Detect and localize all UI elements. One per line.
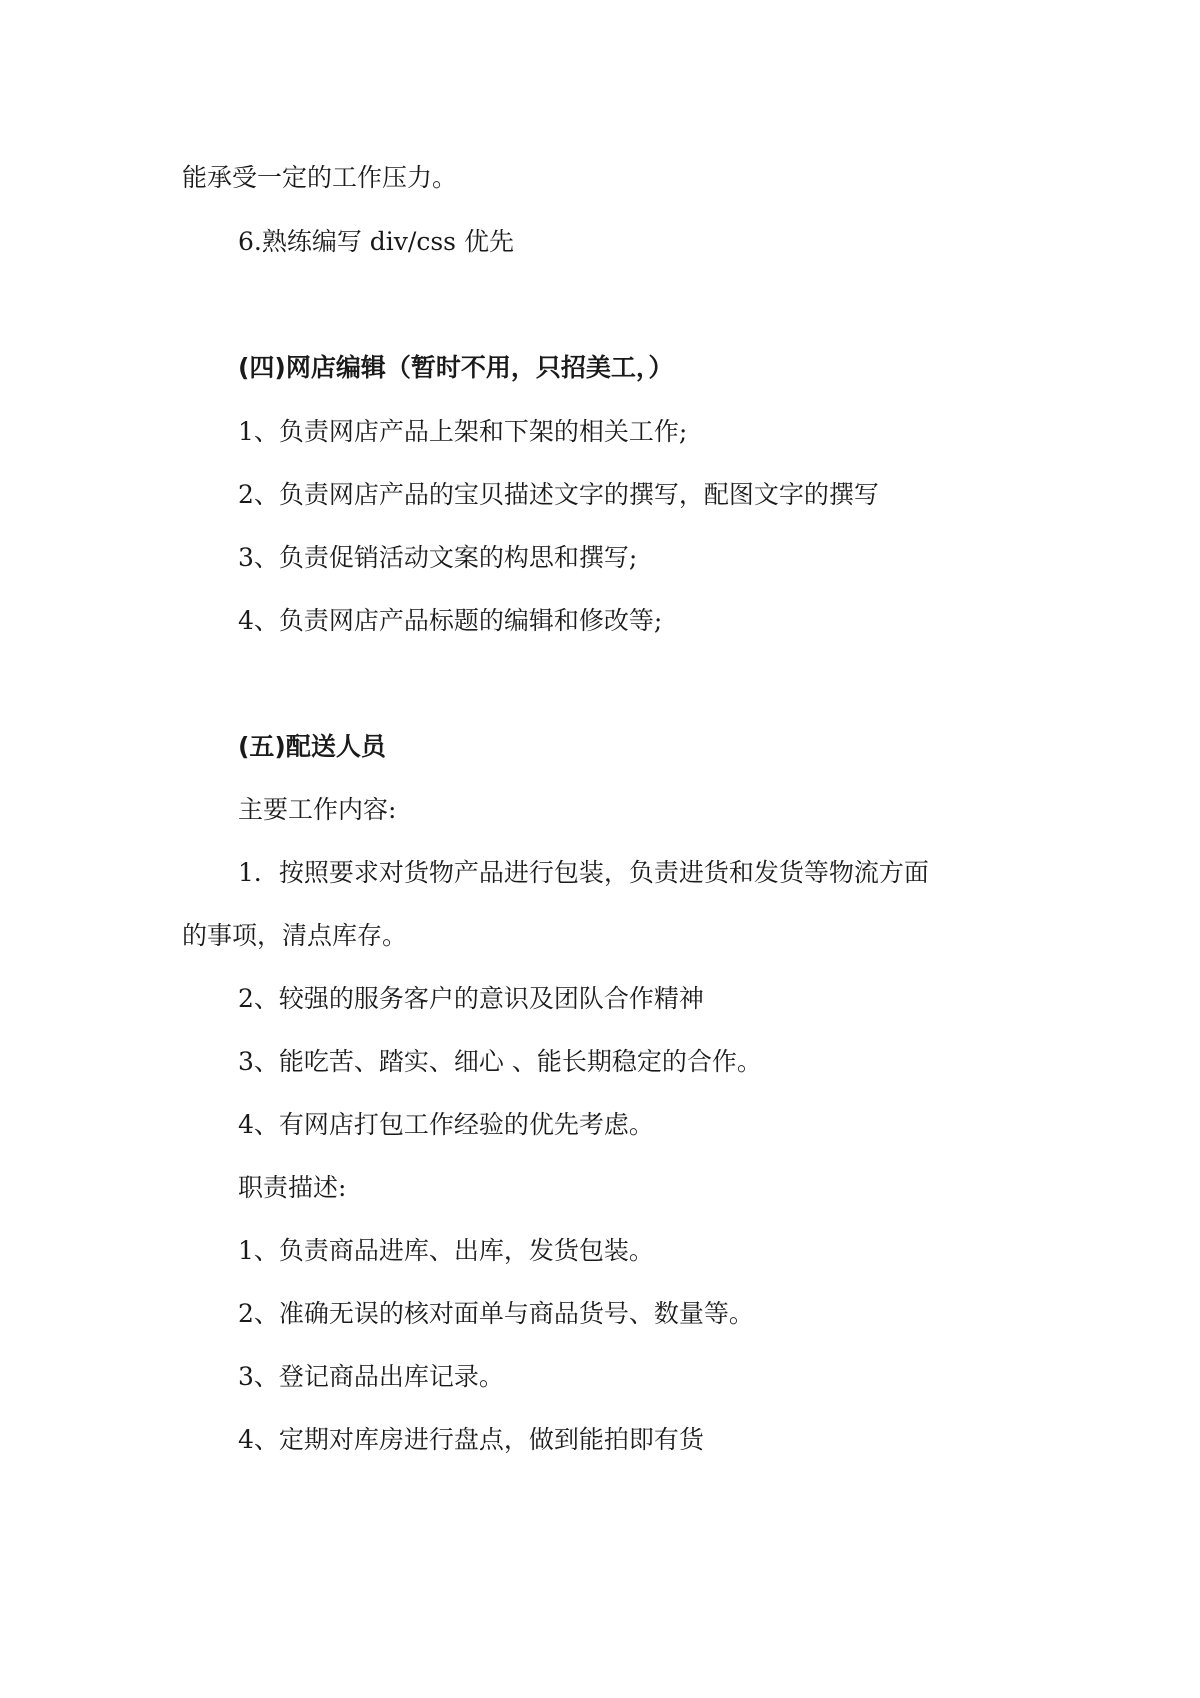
duty-item-3: 3、登记商品出库记录。: [238, 1362, 504, 1391]
main-work-item-2: 2、较强的服务客户的意识及团队合作精神: [238, 984, 704, 1013]
duty-item-2: 2、准确无误的核对面单与商品货号、数量等。: [238, 1299, 754, 1328]
requirement-item-6: 6.熟练编写 div/css 优先: [238, 227, 514, 256]
main-work-item-3: 3、能吃苦、踏实、细心 、能长期稳定的合作。: [238, 1047, 762, 1076]
main-work-label: 主要工作内容:: [238, 795, 397, 824]
section-4-item-1: 1、负责网店产品上架和下架的相关工作;: [238, 417, 688, 446]
section-5-heading: (五)配送人员: [238, 732, 386, 761]
duty-item-1: 1、负责商品进库、出库，发货包装。: [238, 1236, 654, 1265]
continuation-text: 能承受一定的工作压力。: [182, 163, 458, 192]
main-work-item-1: 1．按照要求对货物产品进行包装，负责进货和发货等物流方面: [238, 858, 929, 887]
section-4-heading: (四)网店编辑（暂时不用，只招美工，）: [238, 353, 674, 382]
main-work-item-4: 4、有网店打包工作经验的优先考虑。: [238, 1110, 654, 1139]
duty-label: 职责描述:: [238, 1173, 347, 1202]
section-4-item-4: 4、负责网店产品标题的编辑和修改等;: [238, 606, 663, 635]
main-work-item-1-continuation: 的事项，清点库存。: [182, 921, 408, 950]
section-4-item-3: 3、负责促销活动文案的构思和撰写;: [238, 543, 638, 572]
section-4-item-2: 2、负责网店产品的宝贝描述文字的撰写，配图文字的撰写: [238, 480, 879, 509]
duty-item-4: 4、定期对库房进行盘点，做到能拍即有货: [238, 1425, 704, 1454]
